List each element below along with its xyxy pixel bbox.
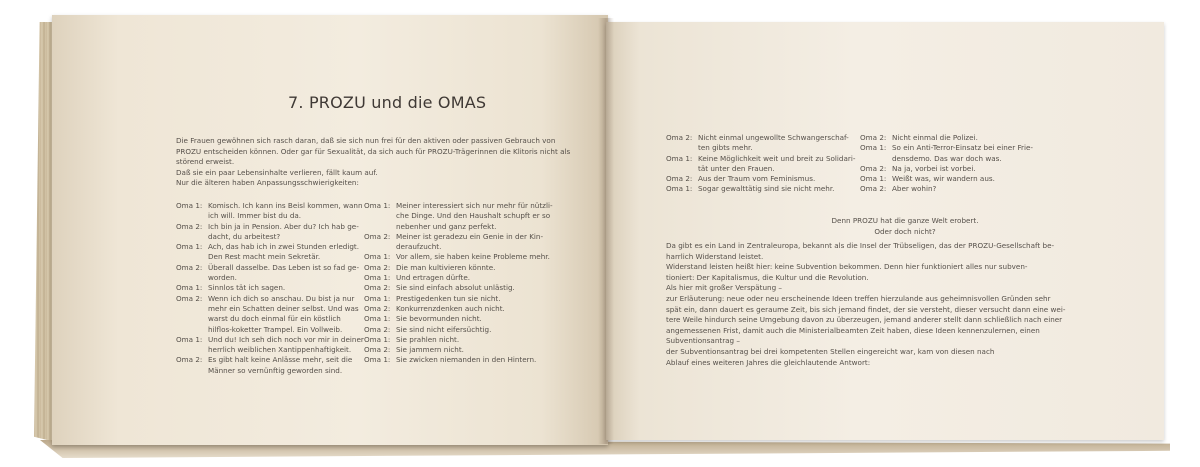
speaker-label: Oma 2:: [176, 221, 203, 231]
dialog-line: [364, 314, 553, 324]
speaker-label: Oma 1:: [666, 153, 693, 163]
dialog-line: [176, 201, 364, 211]
dialog-line: [666, 174, 855, 184]
dialog-line: [364, 304, 553, 314]
speaker-label: Oma 2:: [666, 174, 693, 184]
speaker-label: Oma 2:: [176, 355, 203, 365]
dialog-line: [666, 184, 855, 194]
dialog-column-1: [176, 201, 364, 376]
centered-line-1: Denn PROZU hat die ganze Welt erobert.: [831, 216, 979, 225]
dialog-text: tät unter den Frauen.: [698, 163, 775, 173]
speaker-label: Oma 1:: [666, 184, 693, 194]
speaker-label: Oma 1:: [364, 273, 391, 283]
dialog-text: deraufzucht.: [396, 242, 442, 252]
dialog-text: Komisch. Ich kann ins Beisl kommen, wann: [208, 201, 363, 210]
dialog-text: Überall dasselbe. Das Leben ist so fad ge-: [208, 262, 360, 272]
dialog-text: Sie jammern nicht.: [396, 345, 464, 355]
dialog-line: [364, 232, 553, 242]
dialog-text: Männer so vernünftig geworden sind.: [208, 365, 343, 375]
dialog-text: herrlich weiblichen Xantippenhaftigkeit.: [208, 345, 352, 355]
speaker-label: Oma 2:: [860, 133, 887, 142]
dialog-column-3: [666, 133, 855, 195]
intro-paragraph: [176, 136, 570, 189]
dialog-text: Na ja, vorbei ist vorbei.: [892, 163, 976, 173]
dialog-text: Konkurrenzdenken auch nicht.: [396, 303, 505, 313]
speaker-label: Oma 1:: [176, 201, 203, 210]
dialog-line: [364, 335, 553, 345]
speaker-label: Oma 2:: [176, 293, 203, 303]
dialog-line: [364, 242, 553, 252]
dialog-line: [364, 325, 553, 335]
right-paragraph: [666, 241, 1065, 368]
paragraph-line: spät ein, dann dauert es geraume Zeit, bis sich jemand findet, der sie versteht, dieser versucht dann eine wei-: [666, 304, 1066, 314]
dialog-line: [364, 273, 553, 283]
speaker-label: Oma 2:: [364, 231, 391, 241]
dialog-line: [666, 133, 855, 143]
dialog-line: [176, 283, 364, 293]
paragraph-line: angemessenen Frist, damit auch die Ministerialbeamten Zeit haben, diese Ideen kennenzulernen, einen: [666, 325, 1040, 335]
speaker-label: Oma 2:: [860, 163, 887, 173]
paragraph-line: Ablauf eines weiteren Jahres die gleichlautende Antwort:: [666, 357, 871, 367]
dialog-line: [860, 143, 1033, 153]
dialog-text: Ach, das hab ich in zwei Stunden erledigt.: [208, 242, 359, 252]
dialog-text: Sie bevormunden nicht.: [396, 314, 482, 324]
dialog-text: Die man kultivieren könnte.: [396, 262, 496, 272]
dialog-line: [860, 133, 1033, 143]
dialog-text: Sogar gewalttätig sind sie nicht mehr.: [698, 184, 835, 194]
dialog-text: mehr ein Schatten deiner selbst. Und was: [208, 303, 359, 313]
dialog-line: [860, 154, 1033, 164]
paragraph-line: der Subventionsantrag bei drei kompetenten Stellen eingereicht war, kam von diesen nach: [666, 346, 995, 356]
intro-line: Nur die älteren haben Anpassungsschwierigkeiten:: [176, 178, 359, 188]
speaker-label: Oma 1:: [364, 314, 391, 324]
speaker-label: Oma 1:: [176, 283, 203, 293]
dialog-line: [176, 242, 364, 252]
dialog-text: nebenher und ganz perfekt.: [396, 221, 497, 231]
dialog-text: Prestigedenken tun sie nicht.: [396, 293, 501, 303]
speaker-label: Oma 2:: [364, 324, 391, 334]
dialog-line: [176, 222, 364, 232]
dialog-text: Meiner ist geradezu ein Genie in der Kin-: [396, 231, 544, 241]
dialog-text: Ich bin ja in Pension. Aber du? Ich hab ge-: [208, 221, 359, 231]
dialog-line: [364, 252, 553, 262]
speaker-label: Oma 1:: [364, 334, 391, 344]
dialog-line: [364, 222, 553, 232]
dialog-line: [666, 154, 855, 164]
dialog-text: densdemo. Das war doch was.: [892, 153, 1002, 163]
dialog-text: warst du doch einmal für ein köstlich: [208, 314, 341, 324]
dialog-line: [176, 232, 364, 242]
dialog-line: [364, 211, 553, 221]
dialog-text: dacht, du arbeitest?: [208, 231, 281, 241]
dialog-line: [176, 335, 364, 345]
dialog-line: [666, 143, 855, 153]
dialog-text: Aber wohin?: [892, 184, 937, 194]
paragraph-line: Da gibt es ein Land in Zentraleuropa, bekannt als die Insel der Trübseligen, das der PROZU-Gesellschaft be-: [666, 241, 1055, 250]
paragraph-line: Subventionsantrag –: [666, 336, 741, 346]
speaker-label: Oma 1:: [176, 334, 203, 344]
dialog-text: Meiner interessiert sich nur mehr für nützli-: [396, 201, 553, 210]
dialog-text: Vor allem, sie haben keine Probleme mehr.: [396, 252, 550, 262]
dialog-text: Es gibt halt keine Anlässe mehr, seit die: [208, 355, 353, 365]
dialog-line: [176, 314, 364, 324]
dialog-line: [176, 325, 364, 335]
speaker-label: Oma 1:: [176, 242, 203, 252]
speaker-label: Oma 2:: [860, 184, 887, 194]
dialog-line: [860, 184, 1033, 194]
dialog-line: [176, 366, 364, 376]
speaker-label: Oma 2:: [176, 262, 203, 272]
intro-line: PROZU entscheiden können. Oder gar für Sexualität, da sich auch für PROZU-Trägerinnen die Klitoris nicht als: [176, 146, 571, 156]
speaker-label: Oma 1:: [364, 252, 391, 262]
dialog-text: Sie sind nicht eifersüchtig.: [396, 324, 492, 334]
dialog-line: [176, 355, 364, 365]
dialog-line: [666, 164, 855, 174]
dialog-text: Sie sind einfach absolut unlästig.: [396, 283, 515, 293]
dialog-text: Wenn ich dich so anschau. Du bist ja nur: [208, 293, 355, 303]
dialog-line: [176, 273, 364, 283]
dialog-text: So ein Anti-Terror-Einsatz bei einer Frie-: [892, 143, 1034, 153]
dialog-text: hilflos-koketter Trampel. Ein Vollweib.: [208, 324, 343, 334]
speaker-label: Oma 1:: [860, 174, 887, 184]
dialog-text: Weißt was, wir wandern aus.: [892, 174, 995, 184]
centered-line-2: Oder doch nicht?: [874, 227, 936, 236]
dialog-text: Sinnlos tät ich sagen.: [208, 283, 286, 293]
paragraph-line: tere Weile hindurch seine Umgebung davon zu überzeugen, jemand anderer stellt dann schließlich nach einer: [666, 315, 1063, 325]
chapter-title: 7. PROZU und die OMAS: [288, 93, 487, 112]
paragraph-line: zur Erläuterung: neue oder neu erscheinende Ideen treffen hierzulande aus geheimnisvollen Gründen sehr: [666, 293, 1051, 303]
dialog-line: [860, 174, 1033, 184]
dialog-text: Sie prahlen nicht.: [396, 334, 460, 344]
dialog-line: [176, 211, 364, 221]
speaker-label: Oma 2:: [364, 303, 391, 313]
paragraph-line: Als hier mit großer Verspätung –: [666, 283, 783, 293]
speaker-label: Oma 2:: [364, 345, 391, 355]
paragraph-line: Widerstand leisten heißt hier: keine Subvention bekommen. Denn hier funktioniert alles nur subven-: [666, 262, 1028, 272]
dialog-text: Keine Möglichkeit weit und breit zu Solidari-: [698, 153, 856, 163]
dialog-text: Nicht einmal ungewollte Schwangerschaf-: [698, 133, 849, 142]
dialog-text: Nicht einmal die Polizei.: [892, 133, 978, 142]
dialog-line: [364, 294, 553, 304]
speaker-label: Oma 1:: [860, 143, 887, 153]
intro-line: störend erweist.: [176, 157, 235, 167]
dialog-line: [364, 355, 553, 365]
speaker-label: Oma 1:: [364, 293, 391, 303]
dialog-line: [364, 263, 553, 273]
dialog-text: Den Rest macht mein Sekretär.: [208, 252, 321, 262]
intro-line: Daß sie ein paar Lebensinhalte verlieren, fällt kaum auf.: [176, 167, 378, 177]
dialog-column-2: [364, 201, 553, 366]
dialog-text: worden.: [208, 273, 237, 283]
speaker-label: Oma 2:: [666, 133, 693, 142]
dialog-line: [176, 252, 364, 262]
speaker-label: Oma 1:: [364, 355, 391, 365]
dialog-text: Und ertragen dürfte.: [396, 273, 471, 283]
dialog-line: [176, 345, 364, 355]
paragraph-line: tioniert: Der Kapitalismus, die Kultur und die Revolution.: [666, 272, 869, 282]
dialog-line: [176, 263, 364, 273]
dialog-line: [364, 201, 553, 211]
dialog-line: [860, 164, 1033, 174]
speaker-label: Oma 1:: [364, 201, 391, 210]
speaker-label: Oma 2:: [364, 283, 391, 293]
intro-line: Die Frauen gewöhnen sich rasch daran, daß sie sich nun frei für den aktiven oder passiven Gebrauch von: [176, 136, 556, 145]
speaker-label: Oma 2:: [364, 262, 391, 272]
dialog-text: Und du! Ich seh dich noch vor mir in deiner: [208, 334, 364, 344]
dialog-text: che Dinge. Und den Haushalt schupft er so: [396, 211, 551, 221]
dialog-text: ten gibts mehr.: [698, 143, 753, 153]
dialog-text: Sie zwicken niemanden in den Hintern.: [396, 355, 537, 365]
book-gutter: [598, 18, 614, 444]
dialog-line: [364, 283, 553, 293]
paragraph-line: harrlich Widerstand leistet.: [666, 251, 764, 261]
dialog-column-4: [860, 133, 1033, 195]
dialog-line: [176, 294, 364, 304]
dialog-line: [176, 304, 364, 314]
dialog-line: [364, 345, 553, 355]
dialog-text: ich will. Immer bist du da.: [208, 211, 302, 221]
dialog-text: Aus der Traum vom Feminismus.: [698, 174, 816, 184]
